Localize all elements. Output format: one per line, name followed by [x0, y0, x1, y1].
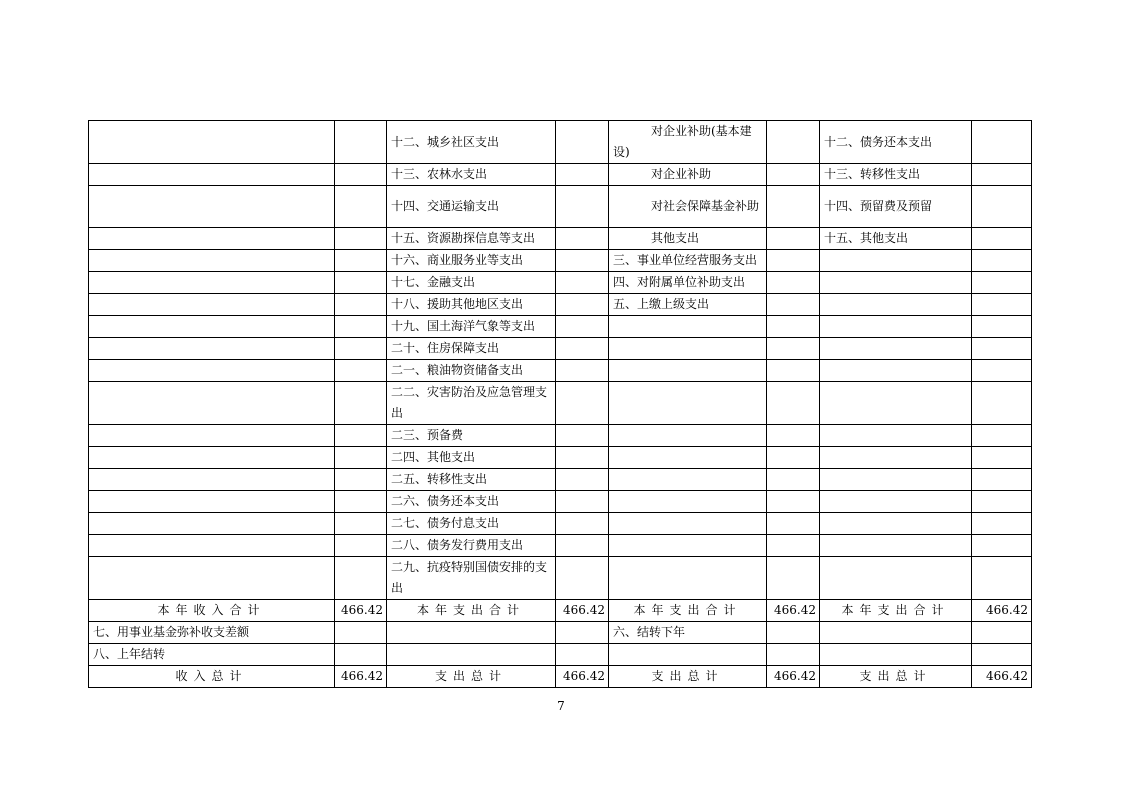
table-row — [89, 447, 1032, 469]
table-cell — [89, 186, 335, 228]
table-cell — [820, 622, 972, 644]
table-cell: 466.42 — [767, 666, 820, 688]
table-cell: 支出总计 — [609, 666, 767, 688]
table-cell — [89, 121, 335, 164]
table-cell — [89, 491, 335, 513]
table-row — [89, 557, 1032, 600]
table-row — [89, 294, 1032, 316]
budget-table — [88, 120, 1032, 688]
table-cell — [556, 425, 609, 447]
table-cell — [335, 186, 387, 228]
table-cell — [972, 121, 1032, 164]
table-cell: 本年支出合计 — [387, 600, 556, 622]
table-cell: 支出总计 — [820, 666, 972, 688]
table-cell: 收入总计 — [89, 666, 335, 688]
table-cell: 二十、住房保障支出 — [387, 338, 556, 360]
table-cell: 十四、交通运输支出 — [387, 186, 556, 228]
table-cell — [335, 469, 387, 491]
table-cell — [556, 491, 609, 513]
table-cell — [609, 469, 767, 491]
table-cell — [972, 622, 1032, 644]
table-cell: 六、结转下年 — [609, 622, 767, 644]
table-cell — [556, 535, 609, 557]
table-cell — [767, 360, 820, 382]
table-cell — [556, 644, 609, 666]
table-cell — [767, 382, 820, 425]
table-cell — [335, 250, 387, 272]
table-cell — [767, 294, 820, 316]
table-cell — [972, 425, 1032, 447]
table-cell: 对企业补助(基本建设) — [609, 121, 767, 164]
table-cell — [335, 491, 387, 513]
table-cell: 十六、商业服务业等支出 — [387, 250, 556, 272]
table-cell — [767, 447, 820, 469]
page-number: 7 — [557, 699, 565, 713]
table-cell — [89, 164, 335, 186]
table-cell — [89, 535, 335, 557]
table-cell — [335, 228, 387, 250]
table-row — [89, 425, 1032, 447]
table-cell — [335, 316, 387, 338]
table-cell: 本年收入合计 — [89, 600, 335, 622]
table-cell — [609, 360, 767, 382]
table-cell — [972, 294, 1032, 316]
table-cell — [89, 228, 335, 250]
table-cell — [767, 557, 820, 600]
table-cell — [89, 250, 335, 272]
table-cell: 二六、债务还本支出 — [387, 491, 556, 513]
table-cell — [556, 557, 609, 600]
table-cell — [335, 121, 387, 164]
table-cell — [767, 425, 820, 447]
table-cell — [335, 425, 387, 447]
table-cell — [335, 338, 387, 360]
table-cell: 七、用事业基金弥补收支差额 — [89, 622, 335, 644]
table-cell — [820, 360, 972, 382]
table-cell — [89, 338, 335, 360]
table-cell: 五、上缴上级支出 — [609, 294, 767, 316]
table-cell — [89, 447, 335, 469]
table-row — [89, 600, 1032, 622]
table-cell — [820, 250, 972, 272]
table-row — [89, 121, 1032, 164]
table-cell — [820, 338, 972, 360]
table-cell — [556, 447, 609, 469]
table-cell — [387, 644, 556, 666]
table-cell — [556, 469, 609, 491]
table-cell: 466.42 — [556, 600, 609, 622]
table-cell: 466.42 — [335, 600, 387, 622]
table-cell — [556, 272, 609, 294]
table-cell — [609, 557, 767, 600]
table-cell — [335, 164, 387, 186]
table-cell — [972, 186, 1032, 228]
table-cell: 其他支出 — [609, 228, 767, 250]
table-cell: 八、上年结转 — [89, 644, 335, 666]
table-cell — [335, 447, 387, 469]
table-cell: 十五、其他支出 — [820, 228, 972, 250]
table-cell — [820, 557, 972, 600]
table-cell — [89, 425, 335, 447]
table-cell: 十五、资源勘探信息等支出 — [387, 228, 556, 250]
table-cell — [556, 250, 609, 272]
table-cell — [609, 513, 767, 535]
table-cell — [609, 644, 767, 666]
table-row — [89, 513, 1032, 535]
table-cell — [972, 228, 1032, 250]
table-cell — [767, 644, 820, 666]
table-cell: 十二、城乡社区支出 — [387, 121, 556, 164]
table-cell: 支出总计 — [387, 666, 556, 688]
table-cell — [767, 164, 820, 186]
table-cell — [89, 513, 335, 535]
table-row — [89, 644, 1032, 666]
table-cell — [89, 382, 335, 425]
table-row — [89, 360, 1032, 382]
table-cell — [820, 469, 972, 491]
table-cell — [820, 425, 972, 447]
table-cell — [820, 644, 972, 666]
table-cell — [556, 360, 609, 382]
table-cell — [387, 622, 556, 644]
table-cell — [972, 272, 1032, 294]
table-cell — [609, 491, 767, 513]
table-cell — [820, 447, 972, 469]
table-row — [89, 272, 1032, 294]
table-cell — [556, 338, 609, 360]
table-cell: 二三、预备费 — [387, 425, 556, 447]
table-cell — [556, 164, 609, 186]
table-cell — [609, 316, 767, 338]
table-cell — [820, 491, 972, 513]
table-cell — [972, 316, 1032, 338]
table-cell: 本年支出合计 — [609, 600, 767, 622]
table-row — [89, 469, 1032, 491]
table-row — [89, 250, 1032, 272]
table-cell — [972, 360, 1032, 382]
table-cell: 十七、金融支出 — [387, 272, 556, 294]
table-cell — [335, 622, 387, 644]
table-cell: 十四、预留费及预留 — [820, 186, 972, 228]
table-cell — [335, 644, 387, 666]
table-cell: 十九、国土海洋气象等支出 — [387, 316, 556, 338]
table-cell — [335, 513, 387, 535]
table-cell: 十三、农林水支出 — [387, 164, 556, 186]
table-cell — [767, 622, 820, 644]
table-cell: 十八、援助其他地区支出 — [387, 294, 556, 316]
table-cell — [556, 228, 609, 250]
table-row — [89, 382, 1032, 425]
table-cell: 对社会保障基金补助 — [609, 186, 767, 228]
table-cell — [609, 382, 767, 425]
table-cell — [335, 557, 387, 600]
table-row — [89, 316, 1032, 338]
table-row — [89, 228, 1032, 250]
table-cell — [972, 382, 1032, 425]
table-cell — [767, 338, 820, 360]
table-cell — [89, 360, 335, 382]
table-cell — [972, 644, 1032, 666]
table-cell — [89, 469, 335, 491]
table-cell — [820, 535, 972, 557]
table-cell — [820, 513, 972, 535]
table-cell: 十三、转移性支出 — [820, 164, 972, 186]
table-cell — [556, 121, 609, 164]
table-cell: 二一、粮油物资储备支出 — [387, 360, 556, 382]
table-cell — [89, 316, 335, 338]
table-cell — [820, 316, 972, 338]
table-cell — [89, 294, 335, 316]
table-cell — [820, 294, 972, 316]
table-cell — [556, 294, 609, 316]
table-cell — [972, 469, 1032, 491]
table-cell: 二七、债务付息支出 — [387, 513, 556, 535]
table-row — [89, 338, 1032, 360]
table-cell — [335, 294, 387, 316]
table-row — [89, 186, 1032, 228]
table-cell — [972, 338, 1032, 360]
table-cell — [972, 557, 1032, 600]
table-cell — [972, 447, 1032, 469]
table-cell: 四、对附属单位补助支出 — [609, 272, 767, 294]
table-cell: 二八、债务发行费用支出 — [387, 535, 556, 557]
table-cell — [556, 513, 609, 535]
table-cell — [335, 535, 387, 557]
table-cell — [767, 316, 820, 338]
table-cell — [767, 228, 820, 250]
table-cell — [820, 382, 972, 425]
table-cell — [972, 513, 1032, 535]
table-cell — [767, 535, 820, 557]
table-cell — [89, 557, 335, 600]
table-cell — [972, 250, 1032, 272]
table-row — [89, 535, 1032, 557]
table-cell: 二二、灾害防治及应急管理支出 — [387, 382, 556, 425]
table-cell — [767, 272, 820, 294]
table-cell — [609, 447, 767, 469]
table-cell — [767, 121, 820, 164]
table-cell: 466.42 — [767, 600, 820, 622]
table-cell — [89, 272, 335, 294]
table-cell — [767, 469, 820, 491]
table-cell: 十二、债务还本支出 — [820, 121, 972, 164]
table-cell — [609, 535, 767, 557]
table-cell: 对企业补助 — [609, 164, 767, 186]
table-cell — [609, 425, 767, 447]
table-cell — [556, 186, 609, 228]
table-row — [89, 666, 1032, 688]
table-cell — [767, 513, 820, 535]
table-cell — [609, 338, 767, 360]
table-cell — [767, 186, 820, 228]
table-cell — [767, 250, 820, 272]
table-cell: 本年支出合计 — [820, 600, 972, 622]
table-cell: 466.42 — [335, 666, 387, 688]
table-cell — [335, 272, 387, 294]
table-cell — [820, 272, 972, 294]
table-cell: 466.42 — [556, 666, 609, 688]
table-cell: 466.42 — [972, 666, 1032, 688]
table-cell — [972, 535, 1032, 557]
table-cell — [556, 382, 609, 425]
table-cell — [972, 491, 1032, 513]
table-cell — [972, 164, 1032, 186]
table-row — [89, 164, 1032, 186]
table-row — [89, 491, 1032, 513]
table-cell — [767, 491, 820, 513]
table-cell: 二五、转移性支出 — [387, 469, 556, 491]
table-cell: 二四、其他支出 — [387, 447, 556, 469]
table-cell: 二九、抗疫特别国债安排的支出 — [387, 557, 556, 600]
table-row — [89, 622, 1032, 644]
table-cell: 三、事业单位经营服务支出 — [609, 250, 767, 272]
table-cell: 466.42 — [972, 600, 1032, 622]
table-cell — [335, 382, 387, 425]
table-cell — [556, 622, 609, 644]
table-cell — [556, 316, 609, 338]
table-cell — [335, 360, 387, 382]
